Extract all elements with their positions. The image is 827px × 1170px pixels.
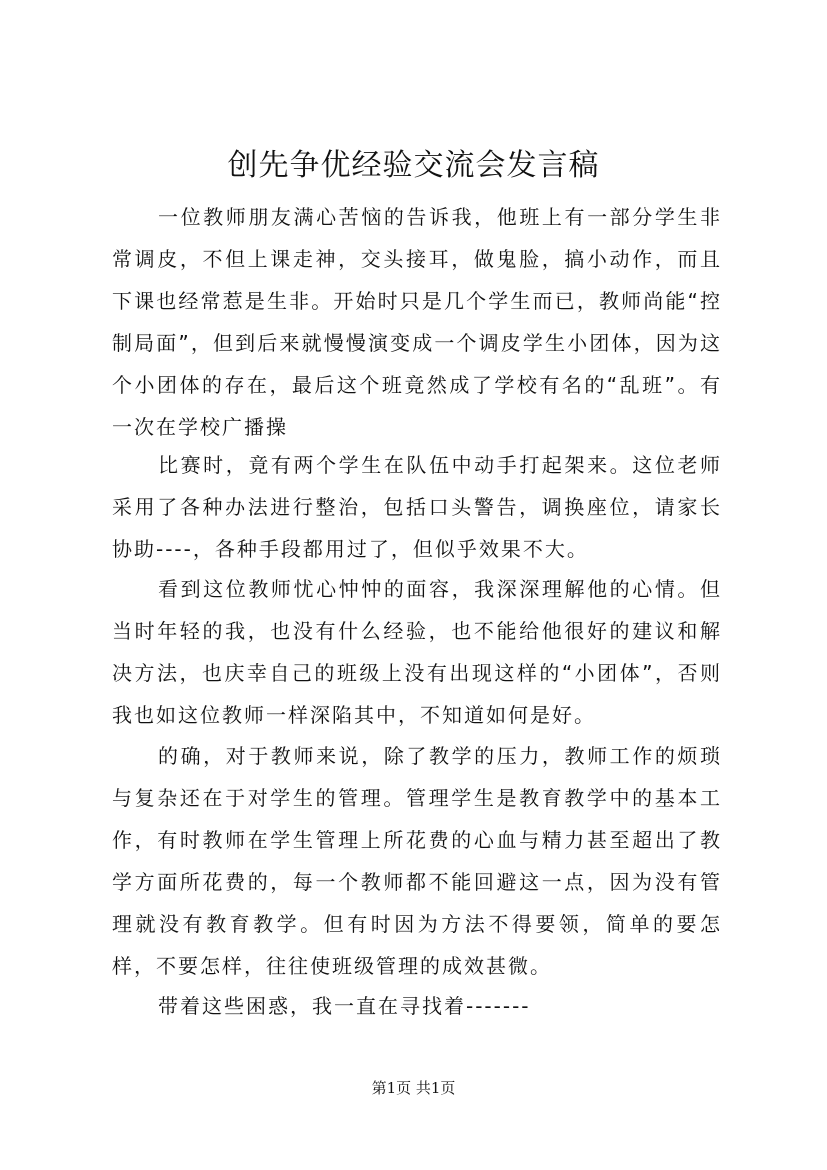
paragraph-2: 比赛时，竟有两个学生在队伍中动手打起架来。这位老师采用了各种办法进行整治，包括口头警告，调换座位，请家长协助----，各种手段都用过了，但似乎效果不大。 xyxy=(112,453,722,561)
paragraph-5: 带着这些困惑，我一直在寻找着------- xyxy=(158,994,531,1018)
paragraph-1: 一位教师朋友满心苦恼的告诉我，他班上有一部分学生非常调皮，不但上课走神，交头接耳，做鬼脸，搞小动作，而且下课也经常惹是生非。开始时只是几个学生而已，教师尚能“控制局面”，但到后来就慢慢演变成一个调皮学生小团体，因为这个小团体的存在，最后这个班竟然成了学校有名的“乱班”。有一次在学校广播操 xyxy=(112,205,722,439)
paragraph-4: 的确，对于教师来说，除了教学的压力，教师工作的烦琐与复杂还在于对学生的管理。管理学生是教育教学中的基本工作，有时教师在学生管理上所花费的心血与精力甚至超出了教学方面所花费的，每一个教师都不能回避这一点，因为没有管理就没有教育教学。但有时因为方法不得要领，简单的要怎样，不要怎样，往往使班级管理的成效甚微。 xyxy=(112,744,722,978)
document-title: 创先争优经验交流会发言稿 xyxy=(227,148,600,183)
paragraph-3: 看到这位教师忧心忡忡的面容，我深深理解他的心情。但当时年轻的我，也没有什么经验，也不能给他很好的建议和解决方法，也庆幸自己的班级上没有出现这样的“小团体”，否则我也如这位教师一样深陷其中，不知道如何是好。 xyxy=(112,577,722,727)
page-footer: 第1页 共1页 xyxy=(371,1079,456,1097)
